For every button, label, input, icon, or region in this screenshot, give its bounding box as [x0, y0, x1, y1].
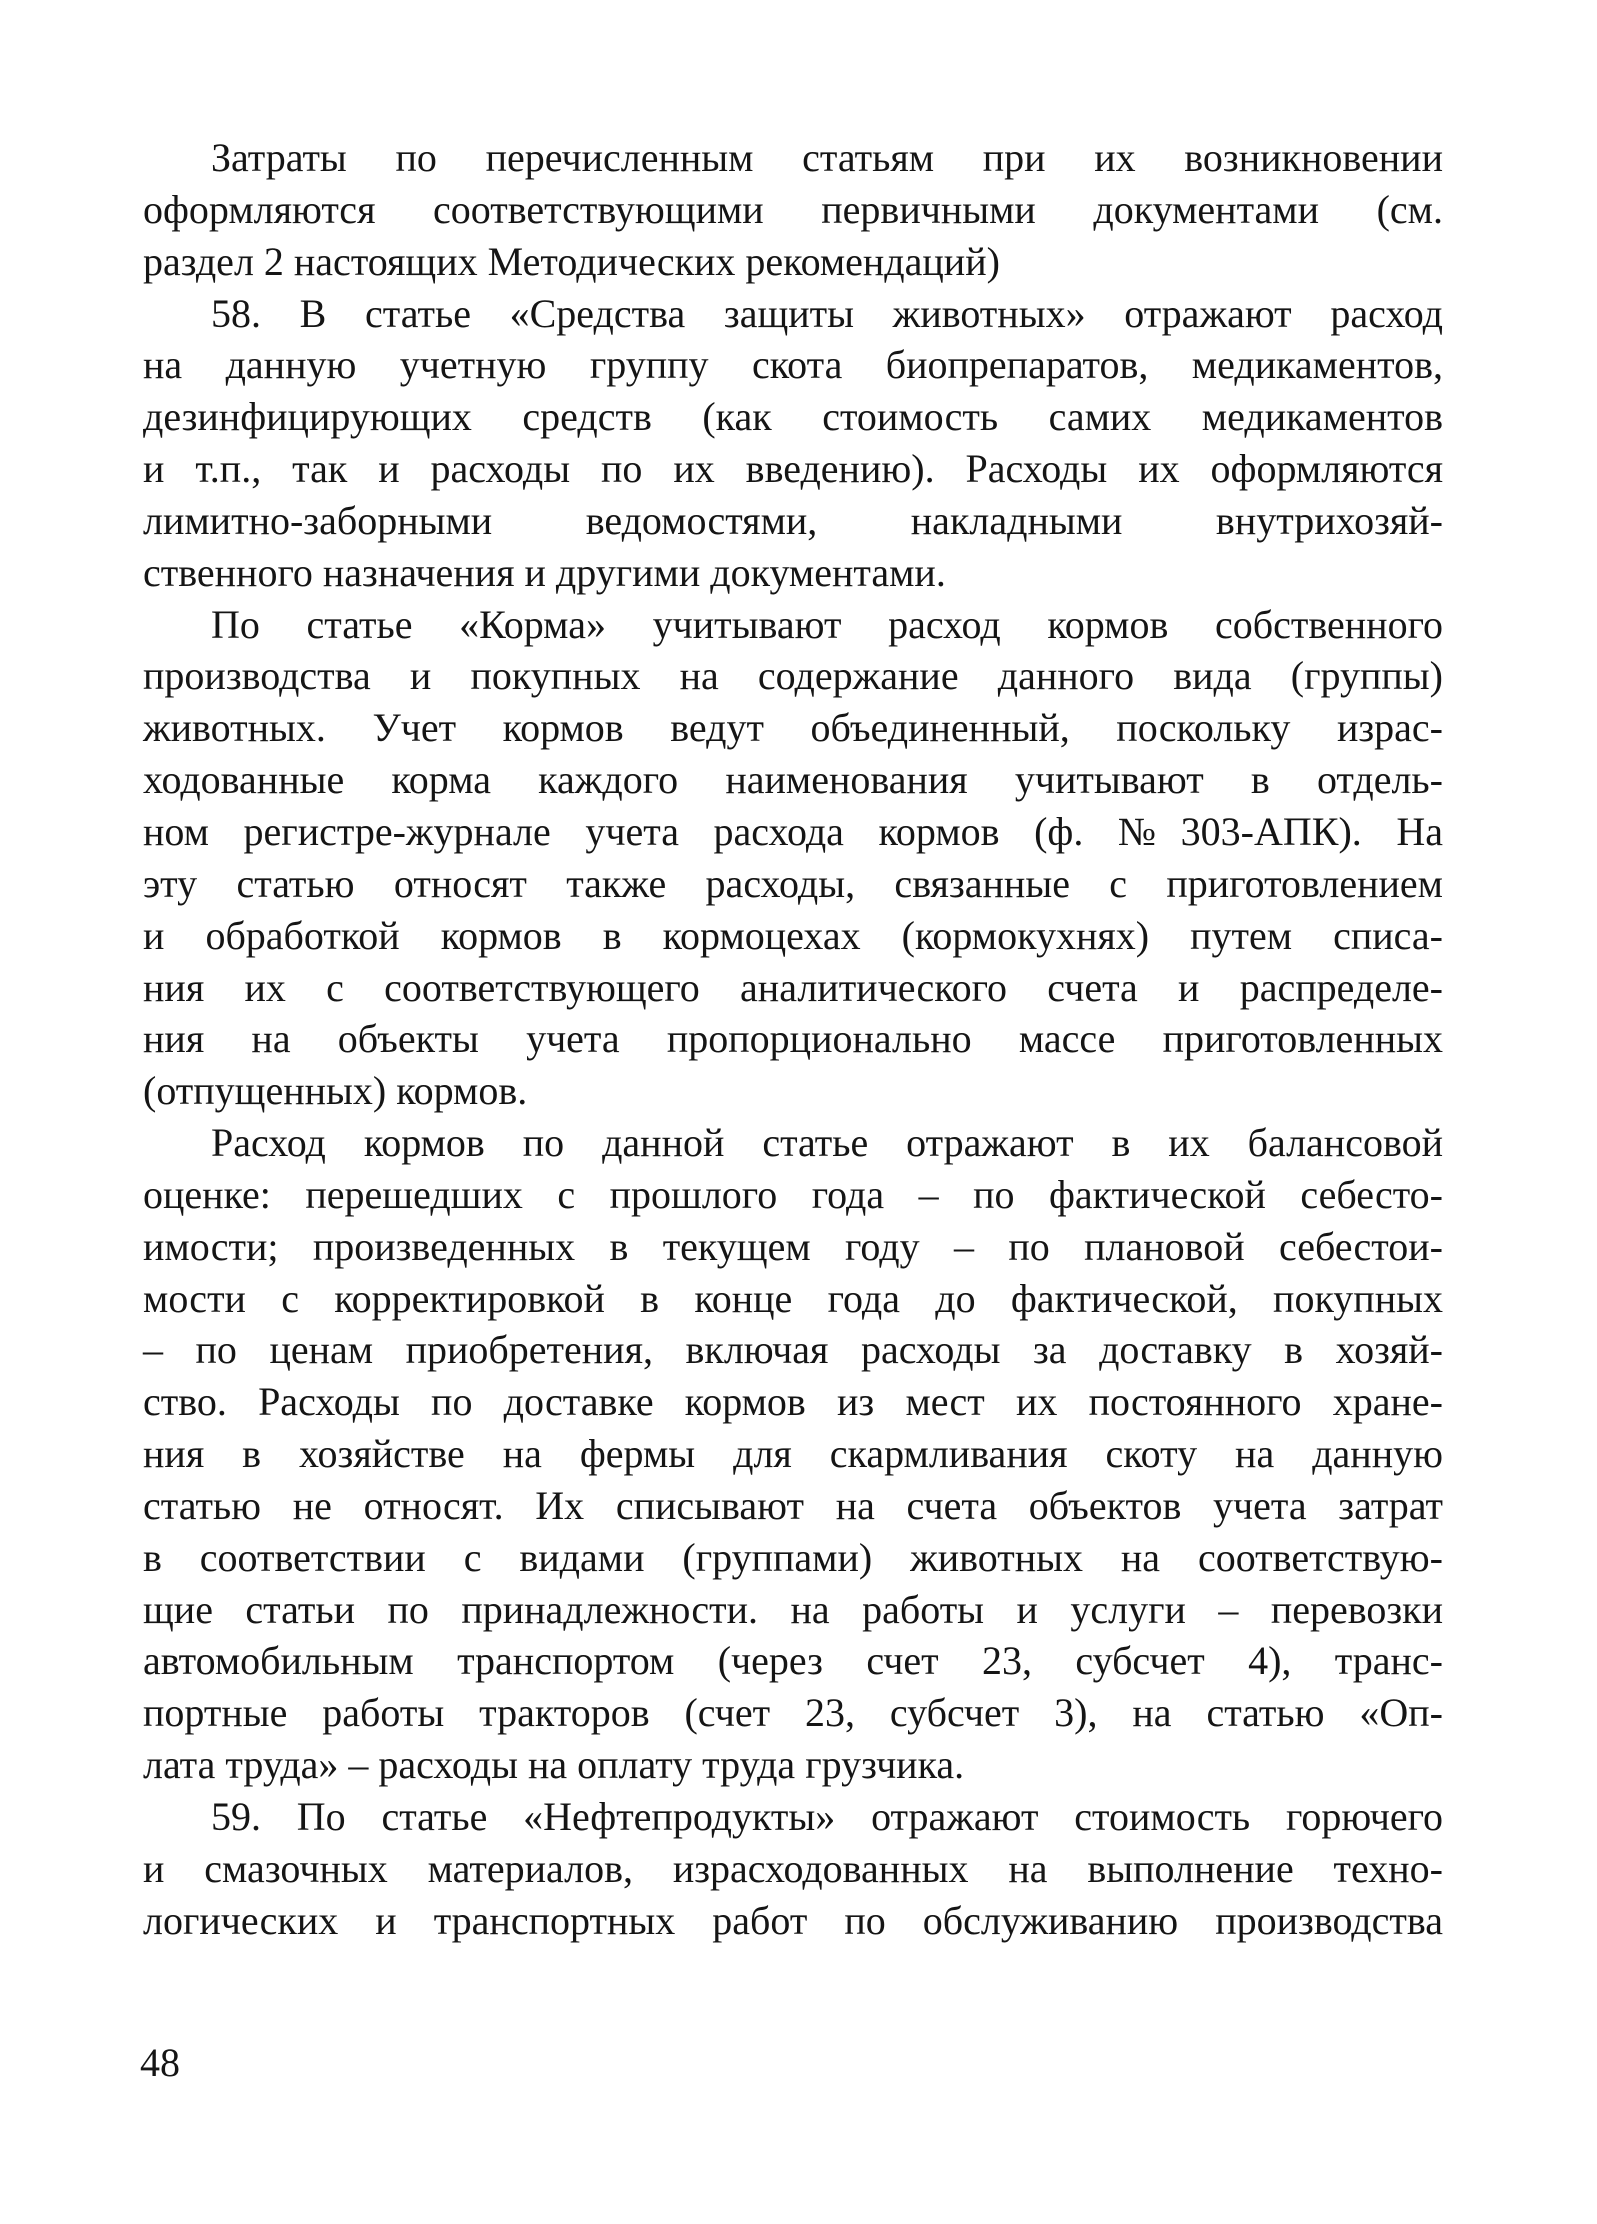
text-line: автомобильным транспортом (через счет 23, субсчет 4), транс-: [143, 1638, 1443, 1684]
text-line: щие статьи по принадлежности. на работы и услуги – перевозки: [143, 1586, 1443, 1632]
paragraph-feed-valuation: [143, 1117, 1443, 1791]
text-line: Расход кормов по данной статье отражают в их балансовой: [211, 1120, 1443, 1166]
paragraph-costs-documents: [143, 132, 1443, 288]
text-line: Затраты по перечисленным статьям при их возникновении: [211, 135, 1443, 180]
text-line: раздел 2 настоящих Методических рекомендаций): [143, 238, 1000, 284]
text-line: портные работы тракторов (счет 23, субсчет 3), на статью «Оп-: [143, 1690, 1443, 1736]
text-line: лимитно-заборными ведомостями, накладными внутрихозяй-: [143, 497, 1443, 543]
text-line: в соответствии с видами (группами) животных на соответствую-: [143, 1534, 1443, 1580]
text-line: мости с корректировкой в конце года до фактической, покупных: [143, 1275, 1443, 1321]
text-line: ственного назначения и другими документами.: [143, 549, 946, 595]
text-line: ство. Расходы по доставке кормов из мест их постоянного хране-: [143, 1379, 1443, 1425]
text-line: дезинфицирующих средств (как стоимость самих медикаментов: [143, 394, 1443, 440]
body-text: [143, 132, 1443, 1947]
text-line: ния на объекты учета пропорционально массе приготовленных: [143, 1016, 1443, 1062]
text-line: производства и покупных на содержание данного вида (группы): [143, 653, 1443, 699]
text-line: оценке: перешедших с прошлого года – по фактической себесто-: [143, 1171, 1443, 1217]
text-line: 58. В статье «Средства защиты животных» отражают расход: [211, 290, 1443, 336]
text-line: логических и транспортных работ по обслуживанию производства: [143, 1897, 1443, 1943]
text-line: ном регистре-журнале учета расхода кормов (ф. №303-АПК). На: [143, 808, 1443, 854]
text-line: ходованные корма каждого наименования учитывают в отдель-: [143, 757, 1443, 803]
text-line: и обработкой кормов в кормоцехах (кормокухнях) путем списа-: [143, 912, 1443, 958]
text-line: ния их с соответствующего аналитического счета и распределе-: [143, 964, 1443, 1010]
text-line: и смазочных материалов, израсходованных на выполнение техно-: [143, 1845, 1443, 1891]
text-line: животных. Учет кормов ведут объединенный, поскольку израс-: [143, 705, 1443, 751]
text-line: – по ценам приобретения, включая расходы за доставку в хозяй-: [143, 1327, 1443, 1373]
text-line: эту статью относят также расходы, связанные с приготовлением: [143, 860, 1443, 906]
text-line: 59. По статье «Нефтепродукты» отражают стоимость горючего: [211, 1794, 1443, 1839]
paragraph-59-oil-products: [143, 1791, 1443, 1947]
text-line: По статье «Корма» учитывают расход кормов собственного: [211, 601, 1443, 647]
text-line: лата труда» – расходы на оплату труда грузчика.: [143, 1742, 965, 1788]
text-line: на данную учетную группу скота биопрепаратов, медикаментов,: [143, 342, 1443, 388]
text-line: статью не относят. Их списывают на счета объектов учета затрат: [143, 1482, 1443, 1528]
text-line: и т.п., так и расходы по их введению). Расходы их оформляются: [143, 446, 1443, 492]
paragraph-feed: [143, 599, 1443, 1117]
text-line: (отпущенных) кормов.: [143, 1068, 528, 1114]
text-line: оформляются соответствующими первичными документами (см.: [143, 186, 1443, 232]
page-number: 48: [140, 2040, 180, 2085]
text-line: имости; произведенных в текущем году – по плановой себестои-: [143, 1223, 1443, 1269]
text-line: ния в хозяйстве на фермы для скармливания скоту на данную: [143, 1431, 1443, 1477]
paragraph-58-animal-protection: [143, 288, 1443, 599]
